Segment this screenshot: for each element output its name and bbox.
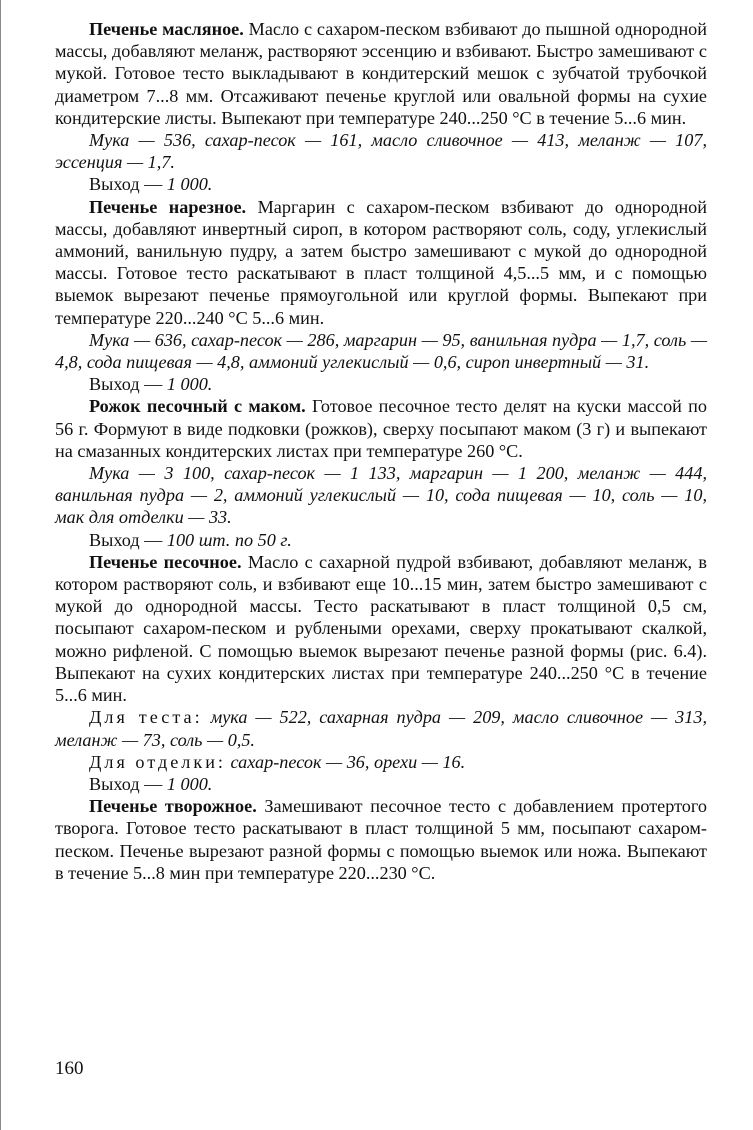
yield-value: 1 000.: [166, 773, 213, 794]
recipe-yield: [55, 373, 707, 395]
recipe-title: Печенье нарезное.: [89, 196, 247, 217]
finish-label: Для отделки:: [89, 751, 226, 772]
recipe-title: Рожок песочный с маком.: [89, 396, 306, 417]
recipe-ingredients: Мука — 636, сахар-песок — 286, маргарин — 95, ванильная пудра — 1,7, соль — 4,8, сода пищевая — 4,8, аммоний углекислый — 0,6, сироп инвертный — 31.: [55, 329, 707, 373]
yield-label: Выход —: [89, 174, 167, 195]
recipe-yield: [55, 529, 707, 551]
yield-label: Выход —: [89, 529, 167, 550]
recipe-text: Масло с сахаром-песком взбивают до пышной однородной массы, добавляют меланж, растворяют эссенцию и взбивают. Быстро замешивают с мукой. Готовое тесто выкладывают в кондитерский мешок с зубчатой трубочкой диаметром 7...8 мм. Отсаживают печенье круглой или овальной формы на сухие кондитерские листы. Выпекают при температуре 240...250 °C в течение 5...6 мин.: [55, 19, 708, 128]
recipe-dough-ingredients: [55, 706, 707, 750]
recipe-title: Печенье творожное.: [89, 796, 257, 817]
recipe-text: Замешивают песочное тесто с добавлением протертого творога. Готовое тесто раскатывают в пласт толщиной 5 мм, посыпают сахаром-песком. Печенье вырезают разной формы с помощью выемок или ножа. Выпекают в течение 5...8 мин при температуре 220...230 °C.: [55, 796, 707, 883]
recipe-paragraph: [55, 551, 707, 706]
recipe-ingredients: Мука — 536, сахар-песок — 161, масло сливочное — 413, меланж — 107, эссенция — 1,7.: [55, 130, 707, 173]
recipe-finish-ingredients: [55, 751, 707, 773]
recipe-text: Готовое песочное тесто делят на куски массой по 56 г. Формуют в виде подковки (рожков), сверху посыпают маком (3 г) и выпекают на смазанных кондитерских листах при температуре 260 °C.: [55, 396, 708, 461]
recipe-yield: [55, 773, 707, 795]
yield-value: 1 000.: [166, 174, 213, 195]
recipe-title: Печенье песочное.: [89, 551, 242, 572]
recipe-text: Масло с сахарной пудрой взбивают, добавляют меланж, в котором растворяют соль, и взбивают еще 10...15 мин, затем быстро замешивают с мукой до однородной массы. Тесто раскатывают в пласт толщиной 0,5 см, посыпают сахаром-песком и рублеными орехами, сверху прокатывают скалкой, можно рифленой. С помощью выемок вырезают печенье разной формы (рис. 6.4). Выпекают на сухих кондитерских листах при температуре 240...250 °C в течение 5...6 мин.: [55, 551, 708, 706]
recipe-yield: [55, 173, 707, 195]
dough-label: Для теста:: [89, 707, 203, 728]
recipe-text: Маргарин с сахаром-песком взбивают до однородной массы, добавляют инвертный сироп, в котором растворяют соль, соду, углекислый аммоний, ванильную пудру, а затем быстро замешивают с мукой до однородной массы. Готовое тесто раскатывают в пласт толщиной 4,5...5 мм, и с помощью выемок вырезают печенье прямоугольной или круглой формы. Выпекают при температуре 220...240 °C 5...6 мин.: [55, 196, 707, 328]
recipe-paragraph: [55, 18, 707, 129]
recipe-ingredients: Мука — 3 100, сахар-песок — 1 133, маргарин — 1 200, меланж — 444, ванильная пудра — 2, аммоний углекислый — 10, сода пищевая — 10, соль — 10, мак для отделки — 33.: [55, 463, 707, 528]
recipe-title: Печенье масляное.: [89, 19, 244, 39]
yield-label: Выход —: [89, 773, 167, 794]
page-content: [55, 18, 707, 884]
yield-label: Выход —: [89, 374, 167, 395]
finish-ingredients: сахар-песок — 36, орехи — 16.: [230, 751, 466, 772]
yield-value: 1 000.: [166, 374, 213, 395]
recipe-paragraph: [55, 395, 707, 462]
dough-ingredients: мука — 522, сахарная пудра — 209, масло сливочное — 313, меланж — 73, соль — 0,5.: [55, 707, 708, 750]
recipe-paragraph: [55, 795, 707, 884]
yield-value: 100 шт. по 50 г.: [166, 529, 292, 550]
recipe-paragraph: [55, 196, 707, 329]
page-number: 160: [55, 1058, 84, 1079]
